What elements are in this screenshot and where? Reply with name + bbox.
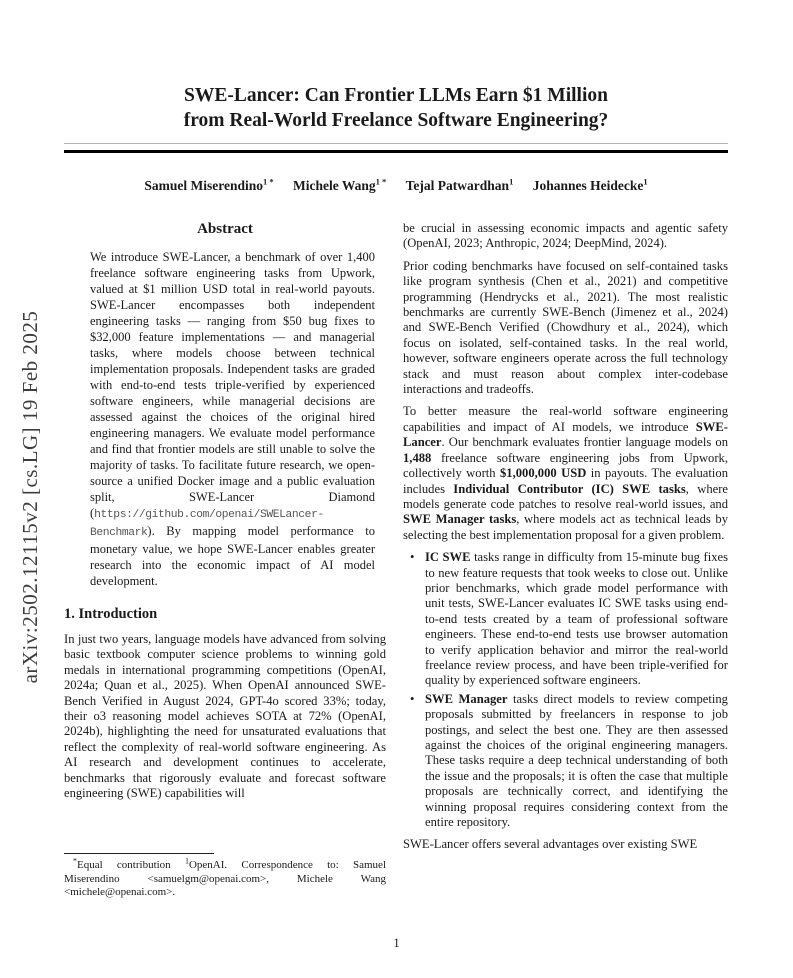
paper-title-line-2: from Real-World Freelance Software Engineering?: [183, 109, 609, 131]
introduction-paragraph-1: In just two years, language models have advanced from solving basic textbook computer science problems to winning gold medals in international programming competitions (OpenAI, 2024a; Quan et al., 2025). When OpenAI announced SWE-Bench Verified in August 2024, GPT-4o scored 33%; today, their o3 reasoning model achieves SOTA at 72% (OpenAI, 2024b), highlighting the need for unsaturated evaluations that reflect the complexity of real-world software engineering. As AI research and development continues to accelerate, benchmarks that rigorously evaluate and forecast software engineering (SWE) capabilities will: [64, 632, 386, 801]
author-tejal-patwardhan: [406, 178, 514, 193]
body-paragraph-swe-lancer-intro: To better measure the real-world software engineering capabilities and impact of AI models, we introduce SWE-Lancer. Our benchmark evaluates frontier language models on 1,488 freelance software engineering jobs from Upwork, collectively worth $1,000,000 USD in payouts. The evaluation includes Individual Contributor (IC) SWE tasks, where models generate code patches to resolve real-world issues, and SWE Manager tasks, where models act as technical leads by selecting the best implementation proposal for a given problem.: [403, 404, 729, 542]
abstract-heading: Abstract: [197, 221, 253, 237]
author-name: Johannes Heidecke: [532, 177, 644, 193]
body-paragraph-prior-benchmarks: Prior coding benchmarks have focused on self-contained tasks like program synthesis (Chen et al., 2021) and competitive programming (Hendrycks et al., 2021). The most realistic benchmarks are currently SWE-Bench (Jimenez et al., 2024) and SWE-Bench Verified (Chowdhury et al., 2024), which focus on isolated, self-contained tasks. In the real world, however, software engineers operate across the full technology stack and must reason about complex inter-codebase interactions and tradeoffs.: [403, 258, 728, 397]
section-heading-introduction: 1. Introduction: [64, 606, 158, 622]
paper-title-line-1: SWE-Lancer: Can Frontier LLMs Earn $1 Million: [184, 85, 608, 106]
title-rule-thin: [64, 143, 728, 144]
page-number: 1: [393, 936, 400, 950]
body-paragraph-agentic-safety: be crucial in assessing economic impacts and agentic safety (OpenAI, 2023; Anthropic, 2024; DeepMind, 2024).: [403, 221, 728, 251]
arxiv-watermark: arXiv:2502.12115v2 [cs.LG] 19 Feb 2025: [18, 310, 42, 684]
author-affiliation-mark: 1 *: [263, 176, 274, 186]
author-johannes-heidecke: [533, 178, 648, 193]
github-link[interactable]: https://github.com/openai/SWELancer-Benchmark: [90, 509, 324, 539]
author-name: Tejal Patwardhan: [405, 177, 510, 193]
task-type-bullet-list: [403, 550, 728, 830]
author-list: [64, 176, 728, 194]
paper-title: [64, 84, 728, 133]
author-affiliation-mark: 1: [643, 176, 648, 186]
footnote-text: *Equal contribution $^1$OpenAI. Correspondence to: Samuel Miserendino <samuelgm@openai.com>, Michele Wang <michele@openai.com>.: [64, 856, 386, 898]
body-paragraph-advantages: SWE-Lancer offers several advantages over existing SWE: [403, 837, 698, 852]
abstract-text: We introduce SWE-Lancer, a benchmark of over 1,400 freelance software engineering tasks from Upwork, valued at $1 million USD total in real-world payouts. SWE-Lancer encompasses both independent engineering tasks — ranging from $50 bug fixes to $32,000 feature implementations — and managerial tasks, where models choose between technical implementation proposals. Independent tasks are graded with end-to-end tests triple-verified by experienced software engineers, while managerial decisions are assessed against the choices of the original hired engineering managers. We evaluate model performance and find that frontier models are still unable to solve the majority of tasks. To facilitate future research, we open-source a unified Docker image and a public evaluation split, SWE-Lancer Diamond (https://github.com/openai/SWELancer-Benchmark). By mapping model performance to monetary value, we hope SWE-Lancer enables greater research into the economic impact of AI model development.: [90, 250, 375, 588]
right-column: [403, 221, 728, 860]
title-rule-thick: [64, 150, 728, 153]
bullet-item-swe-manager: • SWE Manager tasks direct models to review competing proposals submitted by freelancers in response to job postings, and select the best one. They are then assessed against the choices of the original engineering managers. These tasks require a deep technical understanding of both the issue and the proposals; it is often the case that multiple proposals are technically correct, and identifying the winning proposal requires considering context from the entire repository.: [410, 692, 728, 831]
author-affiliation-mark: 1: [509, 176, 514, 186]
footnote-block: [64, 853, 386, 900]
author-name: Samuel Miserendino: [144, 177, 264, 193]
author-michele-wang: [293, 178, 386, 193]
left-column: [64, 221, 386, 808]
bullet-item-ic-swe: • IC SWE tasks range in difficulty from 15-minute bug fixes to new feature requests that took weeks to close out. Unlike prior benchmarks, which grade model performance with unit tests, SWE-Lancer evaluates IC SWE tasks using end-to-end tests created by a team of professional software engineers. These end-to-end tests use browser automation to verify application behavior and mirror the real-world freelance review process, and have been triple-verified for quality by experienced software engineers.: [410, 550, 728, 689]
footnote-rule: [64, 853, 214, 854]
author-name: Michele Wang: [293, 177, 376, 193]
author-affiliation-mark: 1 *: [375, 176, 387, 186]
author-samuel-miserendino: [144, 178, 273, 193]
